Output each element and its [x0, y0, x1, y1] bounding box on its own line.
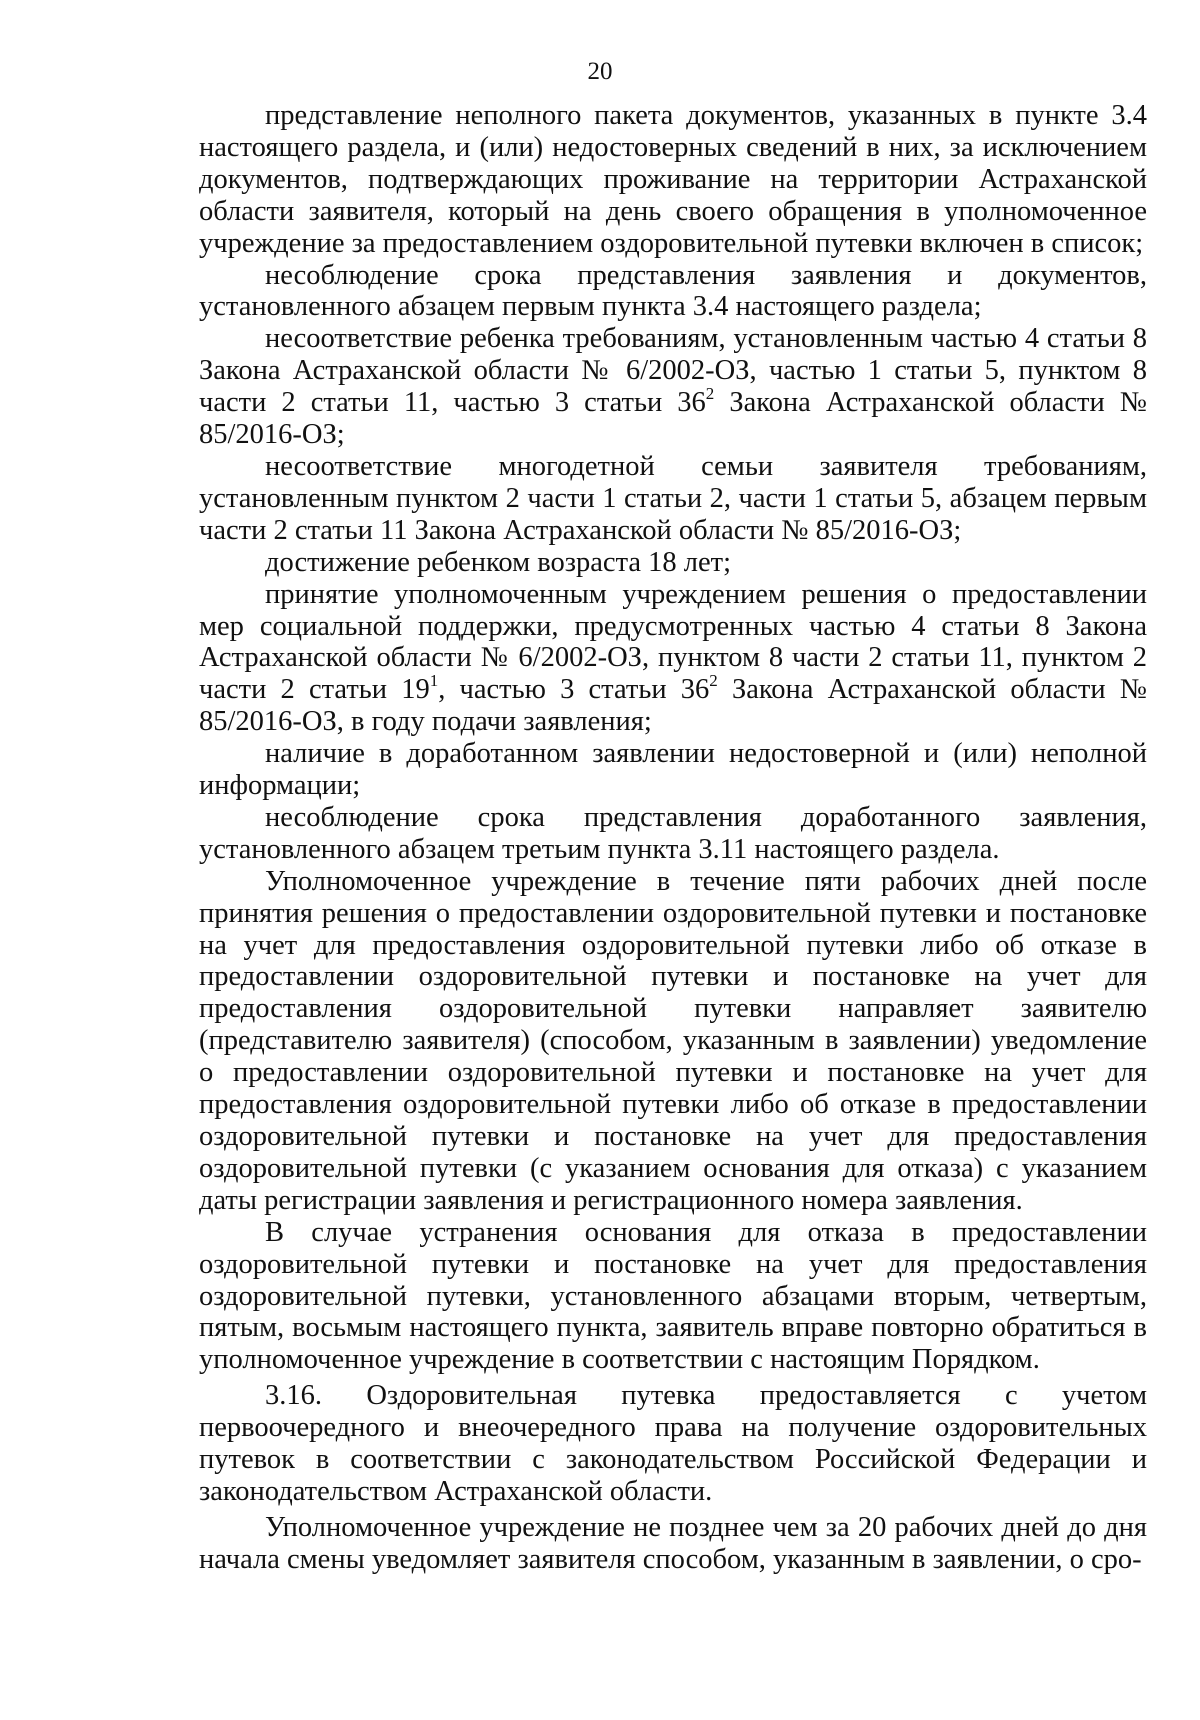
paragraph: несоблюдение срока представления доработанного заявления, установленного абзацем третьим пункта 3.11 настоящего раздела. — [199, 801, 1147, 865]
paragraph: В случае устранения основания для отказа в предоставлении оздоровительной путевки и постановке на учет для предоставления оздоровительной путевки, установленного абзацами вторым, четвертым, пятым, восьмым настоящего пункта, заявитель вправе повторно обратиться в уполномоченное учреждение в соответствии с настоящим Порядком. — [199, 1216, 1147, 1376]
paragraph: принятие уполномоченным учреждением решения о предоставлении мер социальной поддержки, предусмотренных частью 4 статьи 8 Закона Астраханской области № 6/2002-ОЗ, пунктом 8 части 2 статьи 11, пунктом 2 части 2 статьи $19^1$, частью 3 статьи $36^2$ Закона Астраханской области № 85/2016-ОЗ, в году подачи заявления; — [199, 578, 1147, 738]
superscript: 2 — [709, 671, 718, 691]
superscript: 1 — [429, 671, 439, 691]
paragraph: несоответствие многодетной семьи заявителя требованиям, установленным пунктом 2 части 1 статьи 2, части 1 статьи 5, абзацем первым части 2 статьи 11 Закона Астраханской области № 85/2016-ОЗ; — [199, 450, 1147, 546]
paragraph: Уполномоченное учреждение в течение пяти рабочих дней после принятия решения о предоставлении оздоровительной путевки и постановке на учет для предоставления оздоровительной путевки либо об отказе в предоставлении оздоровительной путевки и постановке на учет для предоставления оздоровительной путевки направляет заявителю (представителю заявителя) (способом, указанным в заявлении) уведомление о предоставлении оздоровительной путевки и постановке на учет для предоставления оздоровительной путевки либо об отказе в предоставлении оздоровительной путевки и постановке на учет для предоставления оздоровительной путевки (с указанием основания для отказа) с указанием даты регистрации заявления и регистрационного номера заявления. — [199, 865, 1147, 1216]
paragraph: несоответствие ребенка требованиям, установленным частью 4 статьи 8 Закона Астраханской области № 6/2002-ОЗ, частью 1 статьи 5, пунктом 8 части 2 статьи 11, частью 3 статьи $36^2$ Закона Астраханской области № 85/2016-ОЗ; — [199, 323, 1147, 451]
paragraph: наличие в доработанном заявлении недостоверной и (или) неполной информации; — [199, 738, 1147, 802]
page-number: 20 — [587, 58, 613, 85]
paragraph: Уполномоченное учреждение не позднее чем за 20 рабочих дней до дня начала смены уведомляет заявителя способом, указанным в заявлении, о сро- — [199, 1511, 1147, 1575]
paragraph: несоблюдение срока представления заявления и документов, установленного абзацем первым пункта 3.4 настоящего раздела; — [199, 259, 1147, 323]
paragraph: 3.16. Оздоровительная путевка предоставляется с учетом первоочередного и внеочередного права на получение оздоровительных путевок в соответствии с законодательством Российской Федерации и законодательством Астраханской области. — [199, 1380, 1147, 1507]
paragraph: достижение ребенком возраста 18 лет; — [265, 546, 732, 578]
paragraph: представление неполного пакета документов, указанных в пункте 3.4 настоящего раздела, и (или) недостоверных сведений в них, за исключением документов, подтверждающих проживание на территории Астраханской области заявителя, который на день своего обращения в уполномоченное учреждение за предоставлением оздоровительной путевки включен в список; — [199, 100, 1147, 259]
superscript: 2 — [705, 384, 715, 404]
document-body — [199, 100, 1147, 1576]
